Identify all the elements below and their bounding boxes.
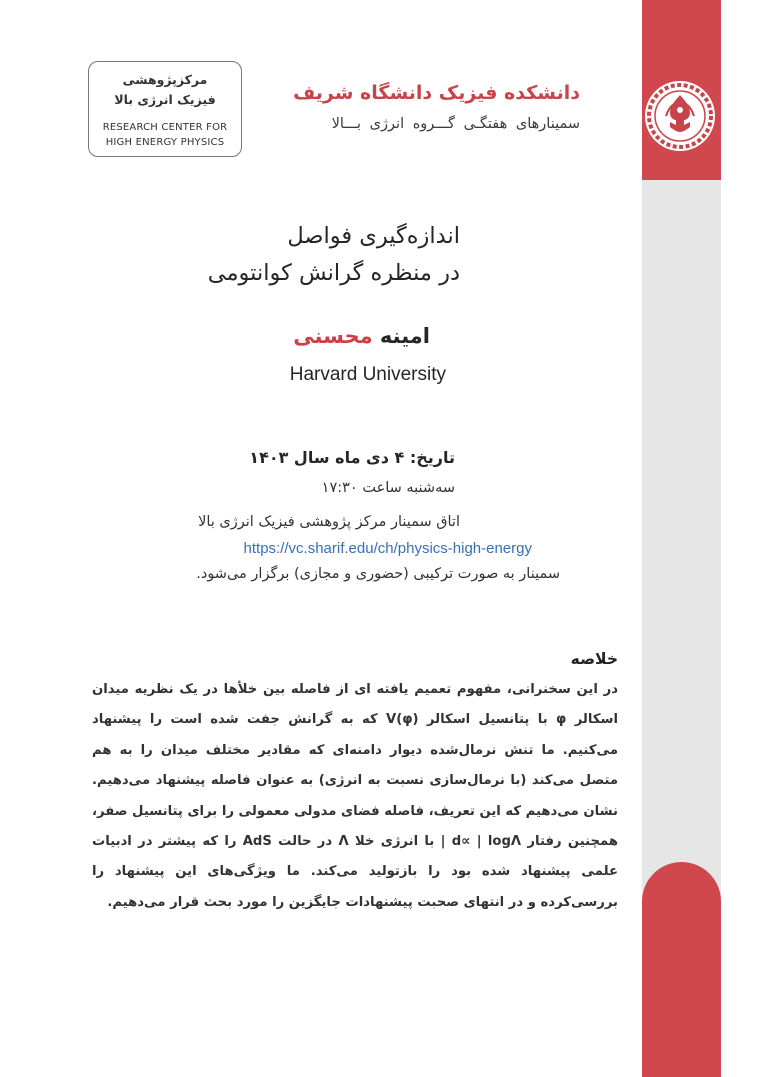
abstract-heading: خلاصه [570, 650, 618, 668]
event-mode-note: سمینار به صورت ترکیبی (حضوری و مجازی) برگزار می‌شود. [196, 566, 560, 582]
event-time: سه‌شنبه ساعت ۱۷:۳۰ [321, 480, 455, 496]
sharif-university-seal-icon [644, 80, 716, 152]
online-meeting-link[interactable]: https://vc.sharif.edu/ch/physics-high-energy [243, 540, 532, 557]
institution-title: دانشکده فیزیک دانشگاه شریف [293, 82, 580, 104]
speaker-first-name: امینه [379, 324, 430, 348]
talk-title-line1: اندازه‌گیری فواصل [287, 223, 460, 249]
logo-english-line1: RESEARCH CENTER FOR [102, 122, 228, 133]
event-place: اتاق سمینار مرکز پژوهشی فیزیک انرژی بالا [198, 514, 460, 530]
research-center-logo [88, 61, 242, 157]
speaker-name [100, 324, 430, 348]
seminar-series-subtitle: سمینارهای هفتگـی گـــروه انرژی بـــالا [331, 116, 580, 132]
talk-title-line2: در منظره گرانش کوانتومی [207, 260, 460, 286]
logo-english-line2: HIGH ENERGY PHYSICS [105, 137, 225, 148]
speaker-last-name: محسنی [293, 324, 373, 348]
event-date: تاریخ: ۴ دی ماه سال ۱۴۰۳ [249, 448, 455, 467]
logo-persian-line2: فیزیک انرژی بالا [114, 92, 216, 107]
sidebar-red-bottom [642, 862, 721, 1077]
logo-persian-line1: مرکزپژوهشی [122, 72, 208, 87]
abstract-body: در این سخنرانی، مفهوم تعمیم یافته ای از فاصله بین خلأها در یک نظریه میدان اسکالر φ با پتانسیل اسکالر V(φ) که به گرانش جفت شده است را پیشنهاد می‌کنیم. ما تنش نرمال‌شده دیوار دامنه‌ای که مقادیر مختلف میدان را به هم متصل می‌کند (با نرمال‌سازی نسبت به انرژی) به عنوان فاصله پیشنهاد می‌دهیم. نشان می‌دهیم که این تعریف، فاصله فضای مدولی معمولی را برای پتانسیل صفر، همچنین رفتار d∝ | logΛ | با انرژی خلا Λ در حالت AdS را که پیشتر در ادبیات علمی پیشنهاد شده بود را بازتولید می‌کند. ما ویژگی‌های این پیشنهاد را بررسی‌کرده و در انتهای صحبت پیشنهادات جایگزین را مورد بحث قرار می‌دهیم. [92, 682, 618, 910]
speaker-affiliation: Harvard University [289, 364, 446, 385]
talk-title [120, 218, 460, 292]
